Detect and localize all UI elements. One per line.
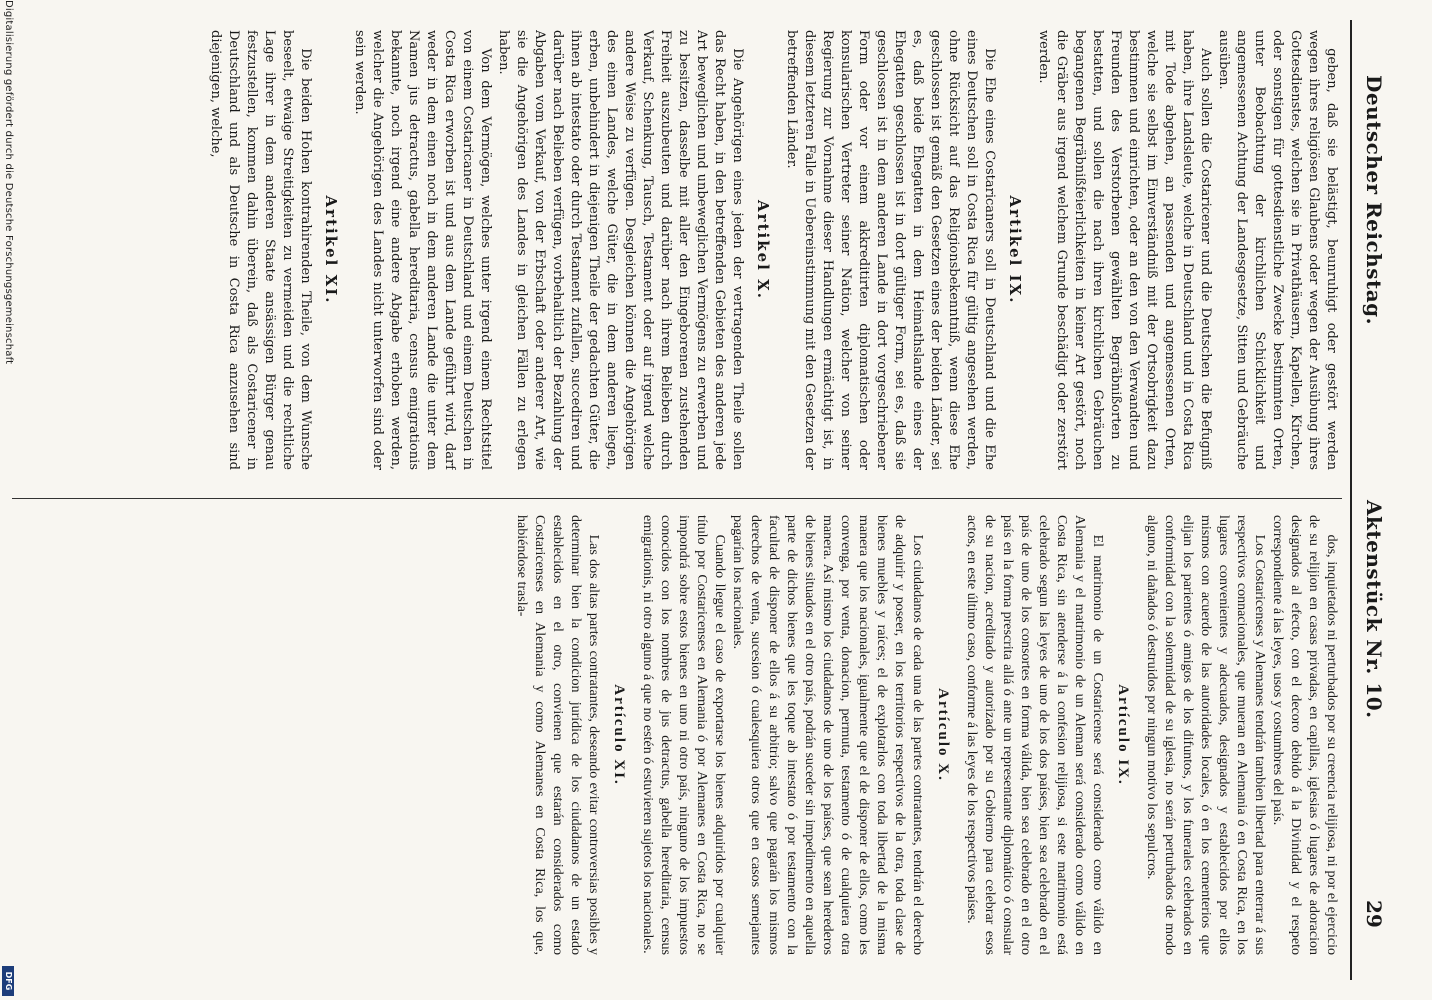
german-column [10,30,1340,470]
header-rule [1350,20,1352,980]
column-divider [12,498,1342,499]
running-title-german: Deutscher Reichstag. [1362,75,1386,326]
spanish-column [10,515,1340,955]
article-heading: Artikel XI. [322,195,340,305]
paragraph: Cuando llegue el caso de exportarse los bienes adquiridos por cualquier título por Costaricenses en Alemania ó por Alemanes en Costa Rica, no se impondrá sobre estos bienes en uno ni otro país, ninguno de los impuestos conocidos con los nombres de jus detractus, gabella hereditaria, census emigrationis, ni otro alguno á que no estén ó estuvieren sujetos los nacionales. [640,515,727,955]
article-heading: Artikel X. [754,200,772,300]
paragraph: Die beiden Hohen kontrahirenden Theile, von dem Wunsche beseelt, etwaige Streitigkeiten zu vermeiden und die rechtliche Lage ihrer in dem anderen Staate ansässigen Bürger genau festzustellen, kommen dahin überein, daß als Costaricener in Deutschland und als Deutsche in Costa Rica anzusehen sind diejenigen, welche, [208,30,313,470]
paragraph: El matrimonio de un Costaricense será considerado como válido en Alemania y el matrimonio de un Aleman será considerado como válido en Costa Rica, sin atenderse á la confesion relijiosa, si este matrimonio está celebrado segun las leyes de uno de los dos países, bien sea celebrado en el país de uno de los consortes en forma válida, bien sea celebrado en el otro país en la forma prescrita allá ó ante un representante diplomático ó consular de su nacion, acreditado y autorizado por su Gobierno para celebrar esos actos, en este último caso, conforme á las leyes de los respectivos países. [964,515,1105,955]
paragraph: geben, daß sie belästigt, beunruhigt oder gestört werden wegen ihres religiösen Glaubens oder wegen der Ausübung ihres Gottesdienstes, welchen sie in Privathäusern, Kapellen, Kirchen, oder sonstigen für gottesdienstliche Zwecke bestimmten Orten, unter Beobachtung der kirchlichen Schicklichkeit und angemessenen Achtung der Landesgesetze, Sitten und Gebräuche ausüben. [1216,30,1339,470]
paragraph: Die Angehörigen eines jeden der vertragenden Theile sollen das Recht haben, in den betreffenden Gebieten des anderen jede Art beweglichen und unbeweglichen Vermögens zu erwerben und zu besitzen, dasselbe mit aller den Eingeborenen zustehenden Freiheit auszubeuten und darüber nach ihrem Belieben durch Verkauf, Schenkung, Tausch, Testament oder auf irgend welche andere Weise zu verfügen. Desgleichen können die Angehörigen des einen Landes, welche Güter, die in dem anderen liegen, erben, unbehindert in diejenigen Theile der gedachten Güter, die ihnen ab intestato oder durch Testament zufallen, succediren und darüber nach Belieben verfügen, vorbehaltlich der Bezahlung der Abgaben vom Verkauf, von der Erbschaft oder anderer Art, wie sie die Angehörigen des Landes in gleichen Fällen zu erlegen haben. [496,30,745,470]
paragraph: Las dos altas partes contratantes, deseando evitar controversias posibles y determinar bien la condicion jurídica de los ciudadanos de un estado establecidos en el otro, convienen que estarán considerados como Costaricenses en Alemania y como Alemanes en Costa Rica, los que, habiéndose trasla- [514,515,601,955]
article-heading: Artikel IX. [1006,195,1024,305]
digitization-credit [0,0,14,1000]
credit-text: Digitalisierung gefördert durch die Deutsche Forschungsgemeinschaft [3,0,14,365]
paragraph: Los ciudadanos de cada una de las partes contratantes, tendrán el derecho de adquirir y poseer, en los territorios respectivos de la otra, toda clase de bienes muebles y raíces; el de explotarlos con toda libertad de la misma manera que los nacionales, igualmente que el de disponer de ellos, como les convenga, por venta, donacion, permuta, testamento ó de cualquiera otra manera. Así mismo los ciudadanos de uno de los países, que sean herederos de bienes situados en el otro país, podrán suceder sin impedimento en aquella parte de dichos bienes que les toque ab intestato ó por testamento con la facultad de disponer de ellos á su arbitrio; salvo que pagarán los mismos derechos de venta, sucesion ó cualesquiera otros que en casos semejantes pagarían los nacionales. [730,515,925,955]
paragraph: dos, inquietados ni perturbados por su creencia relijiosa, ni por el ejercicio de su relijion en casas privadas, en capillas, iglesias ó lugares de adoracion designados al efecto, con el decoro debido á la Divinidad y el respeto correspondiente á las leyes, usos y costumbres del país. [1270,515,1339,955]
paragraph: Los Costaricenses y Alemanes tendrán tambien libertad para enterrar á sus respectivos connacionales, que mueran en Alemania ó en Costa Rica, en los lugares convenientes y adecuados, designados y establecidos por ellos mismos con acuerdo de las autoridades locales, ó en los cementerios que elijan los parientes ó amigos de los difuntos, y los funerales celebrados en conformidad con la solemnidad de su iglesia, no serán perturbados de modo alguno, ni dañados ó destruidos por ningun motivo los sepulcros. [1144,515,1267,955]
article-heading: Artículo XI. [611,684,627,786]
paragraph: Die Ehe eines Costaricaners soll in Deutschland und die Ehe eines Deutschen soll in Costa Rica für gültig angesehen werden, ohne Rücksicht auf das Religionsbekenntniß, wenn diese Ehe geschlossen ist gemäß den Gesetzen eines der beiden Länder, sei es, daß beide Ehegatten in dem Heimathslande eines der Ehegatten geschlossen ist in dort gültiger Form, sei es, daß sie geschlossen ist in dem anderen Lande in dort vorgeschriebener Form oder vor einem akkreditirten diplomatischen oder konsularischen Vertreter seiner Nation, welcher von seiner Regierung zur Vornahme dieser Handlungen ermächtigt ist, in diesem letzteren Falle in Uebereinstimmung mit den Gesetzen der betreffenden Länder. [784,30,997,470]
page-header [1348,0,1388,1000]
article-heading: Artículo IX. [1115,684,1131,786]
running-title-document: Aktenstück Nr. 10. [1362,500,1386,719]
paragraph: Von dem Vermögen, welches unter irgend einem Rechtstitel von einem Costaricaner in Deutschland und einem Deutschen in Costa Rica erworben ist und aus dem Lande geführt wird, darf weder in dem einen noch in dem anderen Lande die unter dem Namen jus detractus, gabella hereditaria, census emigrationis bekannte, noch irgend eine andere Abgabe erhoben werden, welcher die Angehörigen des Landes nicht unterworfen sind oder sein werden. [352,30,493,470]
paragraph: Auch sollen die Costaricener und die Deutschen die Befugniß haben, ihre Landsleute, welche in Deutschland und in Costa Rica mit Tode abgehen, an passenden und angemessenen Orten, welche sie selbst im Einverständniß mit der Ortsobrigkeit dazu bestimmen und einrichten, oder an den von den Verwandten und Freunden des Verstorbenen gewählten Begräbnißorten zu bestatten, und sollen die nach ihren kirchlichen Gebräuchen begangenen Begräbnißfeierlichkeiten in keiner Art gestört, noch die Gräber aus irgend welchem Grunde beschädigt oder zerstört werden. [1036,30,1213,470]
page-number: 29 [1362,900,1386,928]
article-heading: Artículo X. [935,688,951,782]
dfg-logo: DFG [2,966,14,996]
